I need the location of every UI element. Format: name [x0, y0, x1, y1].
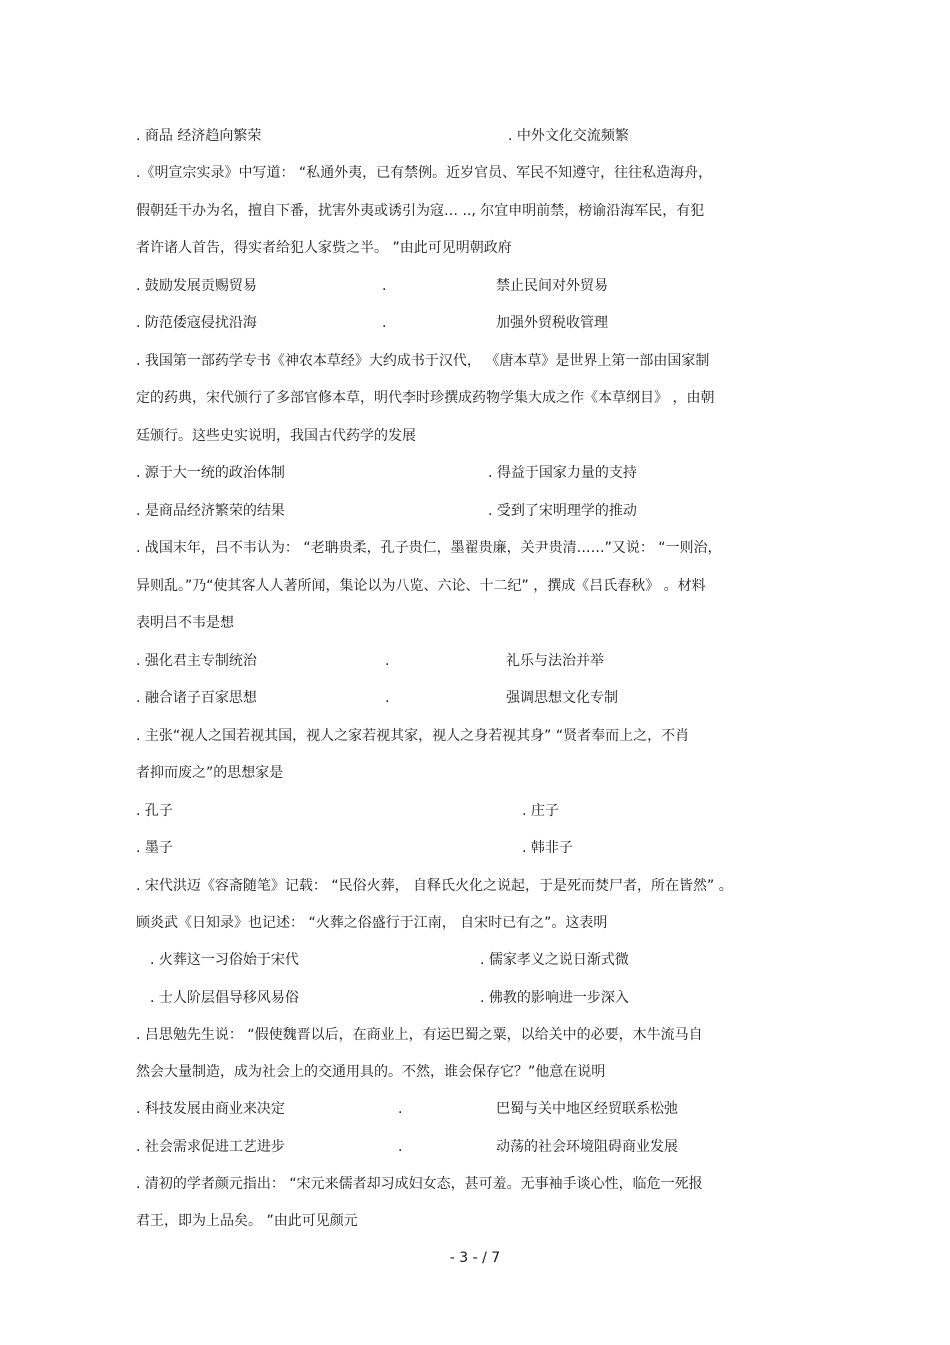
- option-d-marker: .: [398, 1139, 403, 1155]
- option-d-marker: .: [385, 690, 390, 706]
- option-a: . 源于大一统的政治体制: [136, 465, 285, 481]
- question-text: 者许诸人首告，得实者给犯人家赀之半。 ”由此可见明朝政府: [136, 240, 512, 256]
- option-a: . 孔子: [136, 803, 173, 819]
- option-a: . 商品 经济趋向繁荣: [136, 128, 262, 144]
- question-text: 者抑而废之”的思想家是: [136, 765, 284, 781]
- option-d: . 韩非子: [522, 840, 573, 856]
- question-text: 顾炎武《日知录》也记述： “火葬之俗盛行于江南， 自宋时已有之”。这表明: [136, 915, 608, 931]
- option-b: . 中外文化交流频繁: [508, 128, 629, 144]
- question-text: . 清初的学者颜元指出： “宋元来儒者却习成妇女态，甚可羞。无事袖手谈心性，临危一死报: [136, 1176, 703, 1192]
- option-b: 巴蜀与关中地区经贸联系松弛: [496, 1101, 678, 1117]
- option-d: 强调思想文化专制: [506, 690, 618, 706]
- option-d: . 佛教的影响进一步深入: [480, 990, 629, 1006]
- question-text: 表明吕不韦是想: [136, 615, 234, 631]
- option-b-marker: .: [382, 278, 387, 294]
- question-text: 君王，即为上品矣。 ”由此可见颜元: [136, 1213, 358, 1229]
- option-c: . 士人阶层倡导移风易俗: [150, 990, 299, 1006]
- option-b: 禁止民间对外贸易: [496, 278, 608, 294]
- option-b: . 得益于国家力量的支持: [488, 465, 637, 481]
- question-text: .《明宣宗实录》中写道： “私通外夷，已有禁例。近岁官员、军民不知遵守，往往私造海舟，: [136, 165, 713, 181]
- option-d: 动荡的社会环境阻碍商业发展: [496, 1139, 678, 1155]
- question-text: . 吕思勉先生说： “假使魏晋以后，在商业上，有运巴蜀之粟，以给关中的必要，木牛流马自: [136, 1027, 703, 1043]
- question-text: 异则乱。”乃“使其客人人著所闻，集论以为八览、六论、十二纪” ，撰成《吕氏春秋》 。材料: [136, 578, 706, 594]
- option-a: . 科技发展由商业来决定: [136, 1101, 285, 1117]
- option-b: 礼乐与法治并举: [506, 653, 604, 669]
- question-text: . 战国末年，吕不韦认为： “老聃贵柔，孔子贵仁，墨翟贵廉，关尹贵清……”又说： “一则治，: [136, 540, 722, 556]
- question-text: 假朝廷干办为名，擅自下番，扰害外夷或诱引为寇… .., 尔宜申明前禁，榜谕沿海军民，有犯: [136, 203, 705, 219]
- option-b-marker: .: [398, 1101, 403, 1117]
- question-text: 定的药典，宋代颁行了多部官修本草，明代李时珍撰成药物学集大成之作《本草纲目》 ，由朝: [136, 390, 715, 406]
- option-a: . 火葬这一习俗始于宋代: [150, 952, 299, 968]
- question-text: 廷颁行。这些史实说明，我国古代药学的发展: [136, 428, 416, 444]
- page-number: - 3 - / 7: [449, 1250, 501, 1266]
- question-text: . 宋代洪迈《容斋随笔》记载： “民俗火葬， 自释氏火化之说起，于是死而焚尸者，所在皆然” 。: [136, 878, 733, 894]
- option-c: . 是商品经济繁荣的结果: [136, 503, 285, 519]
- option-d-marker: .: [382, 315, 387, 331]
- option-b: . 儒家孝义之说日渐式微: [480, 952, 629, 968]
- question-text: . 主张“视人之国若视其国，视人之家若视其家，视人之身若视其身” “贤者奉而上之，不肖: [136, 728, 690, 744]
- option-b-marker: .: [385, 653, 390, 669]
- option-d: . 受到了宋明理学的推动: [488, 503, 637, 519]
- question-text: . 我国第一部药学专书《神农本草经》大约成书于汉代， 《唐本草》是世界上第一部由国家制: [136, 353, 710, 369]
- option-c: . 融合诸子百家思想: [136, 690, 257, 706]
- option-c: . 防范倭寇侵扰沿海: [136, 315, 257, 331]
- option-a: . 强化君主专制统治: [136, 653, 257, 669]
- option-c: . 社会需求促进工艺进步: [136, 1139, 285, 1155]
- option-d: 加强外贸税收管理: [496, 315, 608, 331]
- option-a: . 鼓励发展贡赐贸易: [136, 278, 257, 294]
- option-b: . 庄子: [522, 803, 559, 819]
- option-c: . 墨子: [136, 840, 173, 856]
- question-text: 然会大量制造，成为社会上的交通用具的。不然，谁会保存它？”他意在说明: [136, 1064, 606, 1080]
